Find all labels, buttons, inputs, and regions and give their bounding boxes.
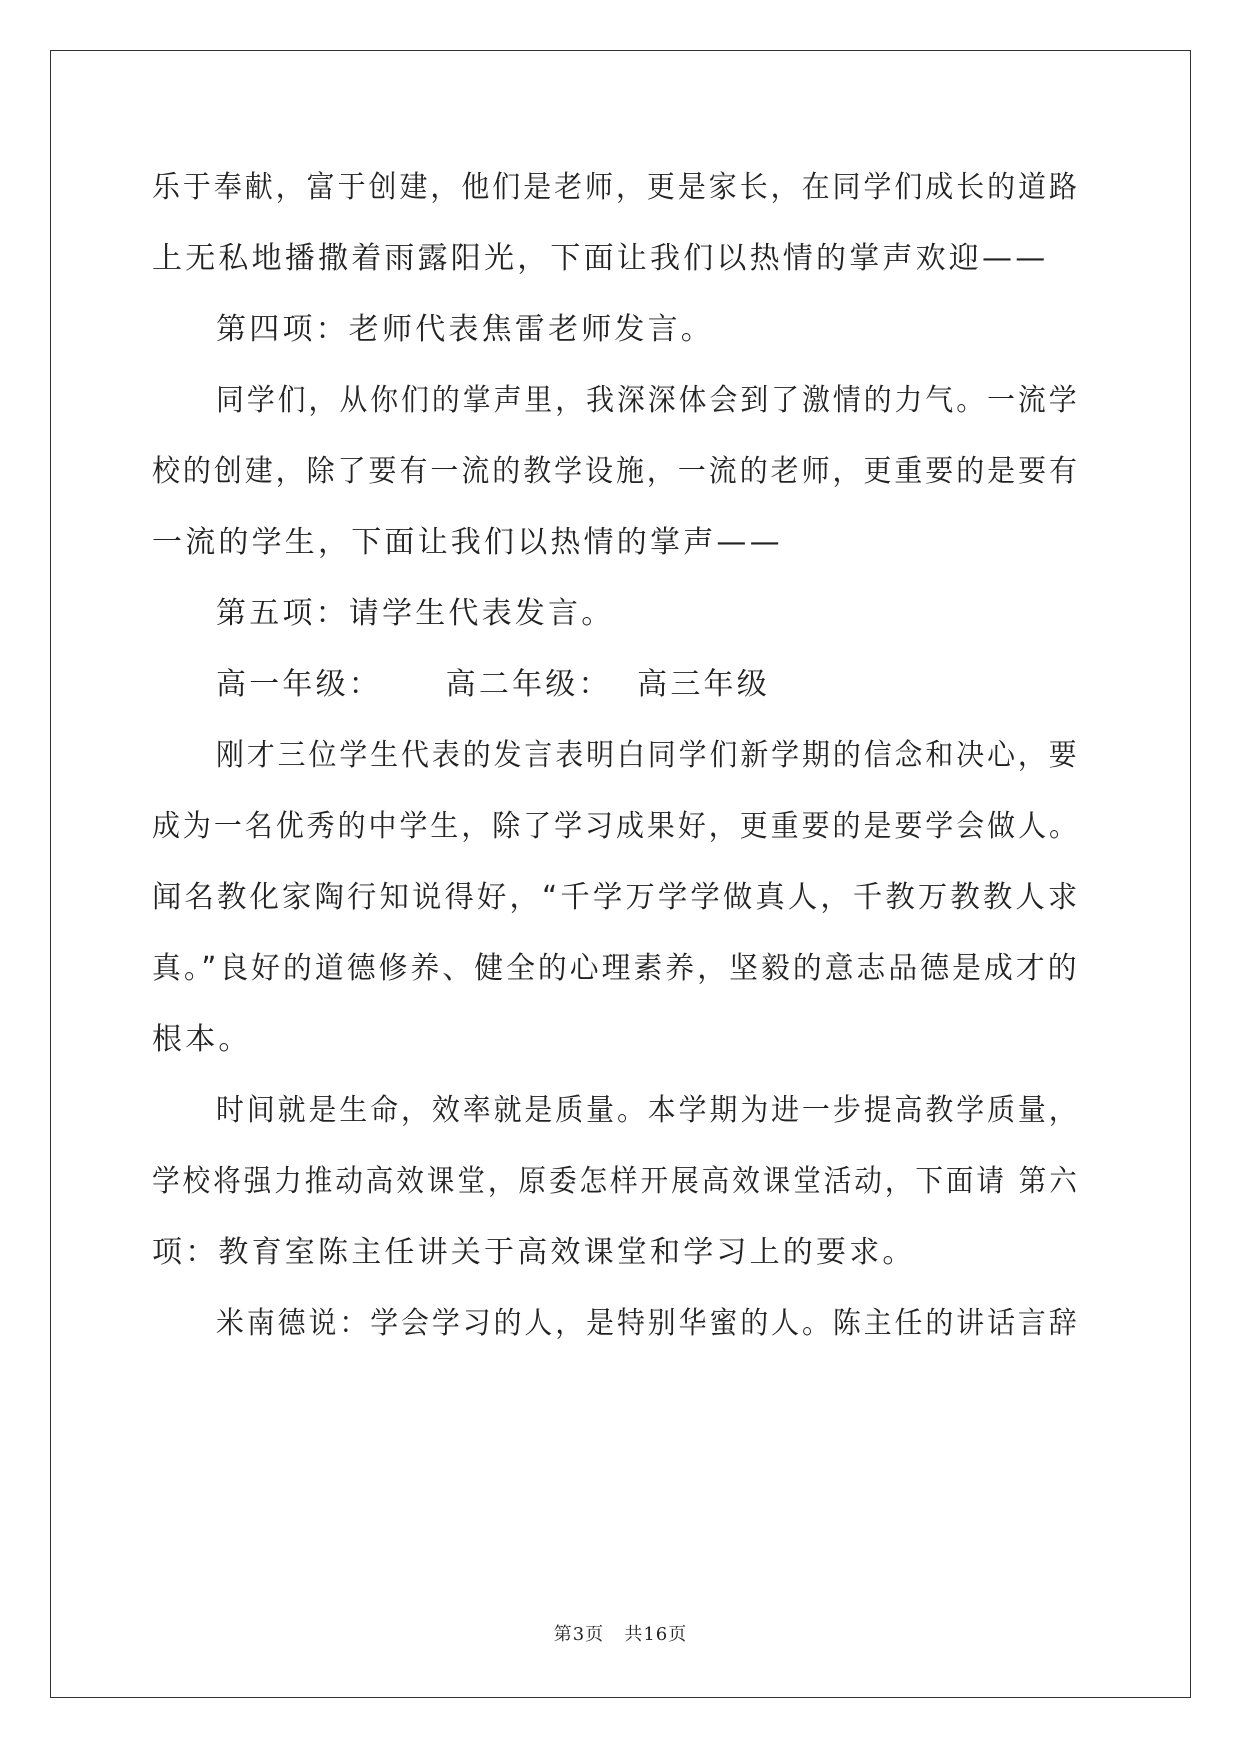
page-border bbox=[50, 50, 1191, 1698]
text-line: 闻名教化家陶行知说得好，“千学万学学做真人，千教万教教人求 bbox=[152, 880, 1081, 915]
page-number-footer: 第3页 共16页 bbox=[553, 1624, 688, 1645]
text-line: 根本。 bbox=[152, 1022, 252, 1057]
text-line: 成为一名优秀的中学生，除了学习成果好，更重要的是要学会做人。 bbox=[152, 809, 1080, 844]
text-line: 上无私地播撒着雨露阳光，下面让我们以热情的掌声欢迎—— bbox=[152, 241, 1049, 276]
text-line: 米南德说：学会学习的人，是特别华蜜的人。陈主任的讲话言辞 bbox=[216, 1306, 1080, 1341]
text-line: 第四项：老师代表焦雷老师发言。 bbox=[216, 312, 714, 347]
text-line: 项：教育室陈主任讲关于高效课堂和学习上的要求。 bbox=[152, 1235, 916, 1270]
text-line: 真。”良好的道德修养、健全的心理素养，坚毅的意志品德是成才的 bbox=[152, 951, 1080, 986]
text-line: 同学们，从你们的掌声里，我深深体会到了激情的力气。一流学 bbox=[216, 383, 1080, 418]
text-line: 学校将强力推动高效课堂，原委怎样开展高效课堂活动，下面请 第六 bbox=[152, 1164, 1080, 1199]
text-line: 乐于奉献，富于创建，他们是老师，更是家长，在同学们成长的道路 bbox=[152, 170, 1080, 205]
text-line: 时间就是生命，效率就是质量。本学期为进一步提高教学质量， bbox=[216, 1093, 1080, 1128]
text-line: 第五项：请学生代表发言。 bbox=[216, 596, 615, 631]
text-line: 校的创建，除了要有一流的教学设施，一流的老师，更重要的是要有 bbox=[152, 454, 1080, 489]
text-line: 一流的学生，下面让我们以热情的掌声—— bbox=[152, 525, 783, 560]
text-line: 高一年级： 高二年级： 高三年级 bbox=[216, 667, 770, 702]
text-line: 刚才三位学生代表的发言表明白同学们新学期的信念和决心，要 bbox=[216, 738, 1080, 773]
